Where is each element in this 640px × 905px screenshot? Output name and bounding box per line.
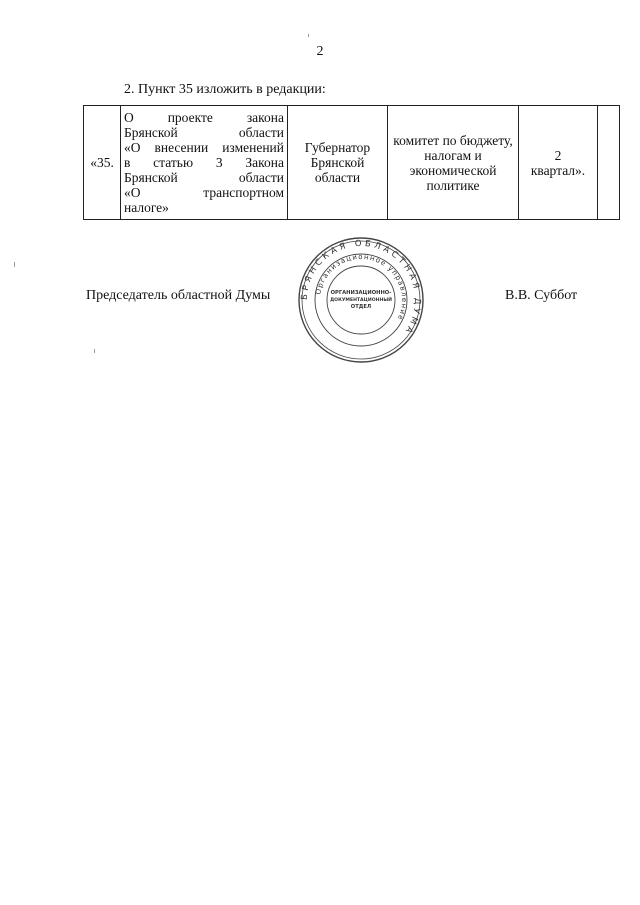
description-line: в статью 3 Закона bbox=[124, 155, 284, 170]
seal-middle-text: Организационное управление bbox=[314, 252, 409, 323]
seal-center-line: ОРГАНИЗАЦИОННО- bbox=[330, 290, 392, 296]
table-row bbox=[84, 106, 620, 220]
amendment-table bbox=[83, 105, 620, 220]
description-line: «О транспортном bbox=[124, 185, 284, 200]
item-number: «35. bbox=[90, 155, 114, 170]
seal-center-line: ОТДЕЛ bbox=[350, 304, 372, 310]
seal-center-line: ДОКУМЕНТАЦИОННЫЙ bbox=[330, 298, 392, 303]
scan-mark bbox=[94, 349, 95, 353]
responsible-cell bbox=[288, 106, 388, 220]
description-line: О проекте закона bbox=[124, 110, 284, 125]
seal-outer-text: БРЯНСКАЯ ОБЛАСТНАЯ ДУМА bbox=[299, 238, 423, 338]
description-line: Брянской области bbox=[124, 125, 284, 140]
scan-mark bbox=[308, 34, 309, 37]
committee-cell bbox=[388, 106, 519, 220]
scan-mark bbox=[14, 262, 15, 267]
responsible-text: Губернатор Брянской области bbox=[304, 140, 371, 185]
signatory-name: В.В. Суббот bbox=[505, 288, 578, 303]
signatory-position: Председатель областной Думы bbox=[86, 288, 271, 303]
description-line: налоге» bbox=[124, 200, 169, 215]
item-number-cell bbox=[84, 106, 121, 220]
committee-text: комитет по бюджету, налогам и экономической политике bbox=[393, 132, 513, 193]
official-seal bbox=[296, 236, 426, 364]
term-cell bbox=[519, 106, 598, 220]
intro-text: 2. Пункт 35 изложить в редакции: bbox=[124, 82, 326, 97]
description-line: «О внесении изменений bbox=[124, 140, 284, 155]
description-line: Брянской области bbox=[124, 170, 284, 185]
term-number: 2 bbox=[554, 147, 562, 163]
description-cell bbox=[121, 106, 288, 220]
page-number: 2 bbox=[316, 44, 324, 59]
empty-cell bbox=[598, 106, 620, 220]
term-text: квартал». bbox=[530, 162, 586, 178]
svg-text:Организационное управление bbox=[314, 253, 408, 322]
